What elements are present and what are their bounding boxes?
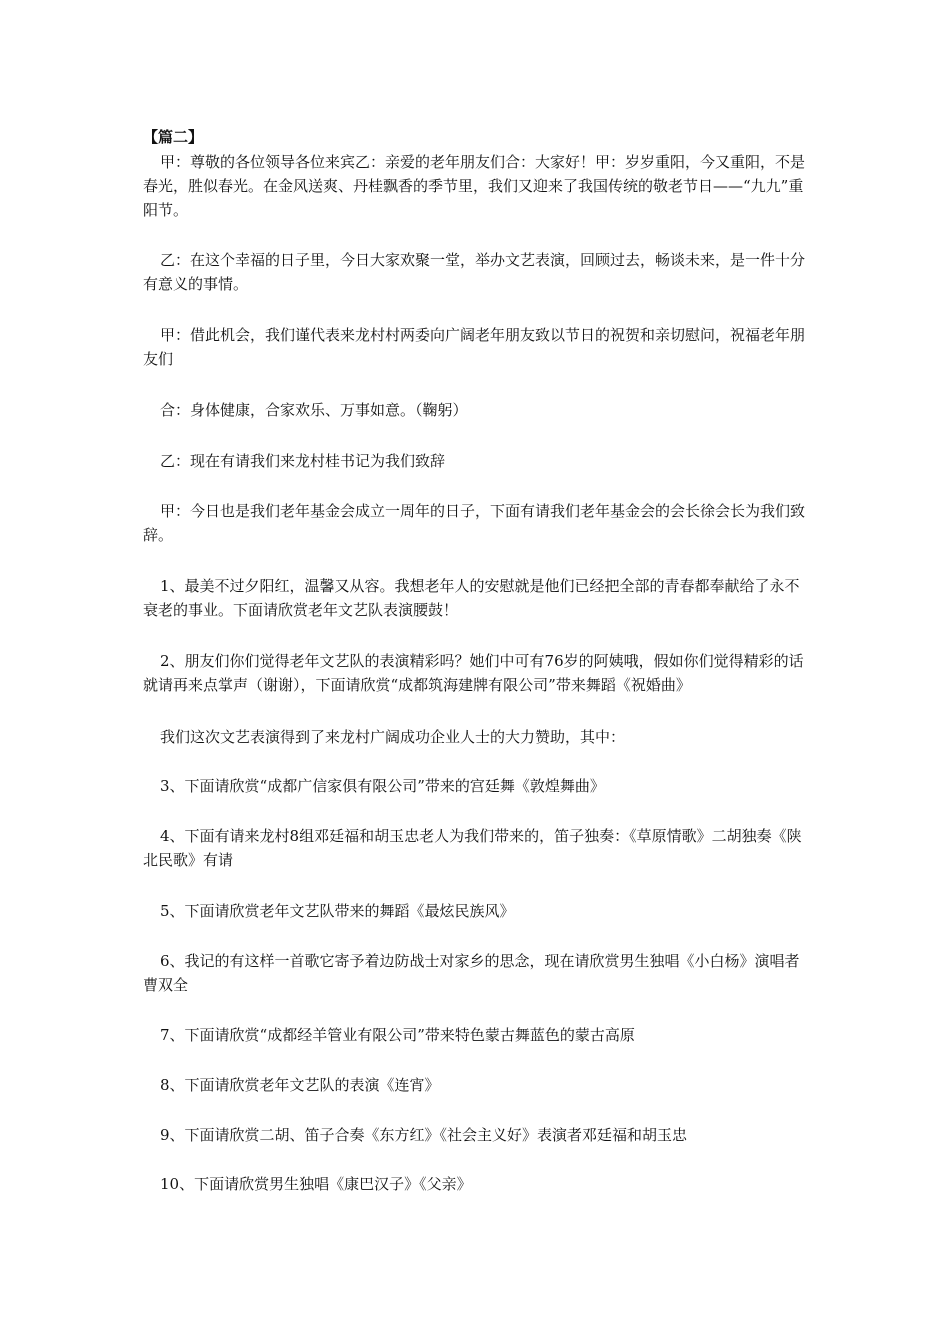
program-item-7: 7、下面请欣赏“成都经羊管业有限公司”带来特色蒙古舞蓝色的蒙古高原	[160, 1026, 635, 1044]
program-item-4: 4、下面有请来龙村8组邓廷福和胡玉忠老人为我们带来的，笛子独奏：《草原情歌》二胡独奏《陕北民歌》有请	[143, 827, 802, 869]
program-item-5: 5、下面请欣赏老年文艺队带来的舞蹈《最炫民族风》	[160, 902, 515, 920]
paragraph-he-1: 合：身体健康，合家欢乐、万事如意。（鞠躬）	[160, 401, 468, 419]
paragraph-yi-1: 乙：在这个幸福的日子里，今日大家欢聚一堂，举办文艺表演，回顾过去，畅谈未来，是一件十分有意义的事情。	[143, 251, 806, 293]
paragraph-jia-1: 甲：借此机会，我们谨代表来龙村村两委向广阔老年朋友致以节日的祝贺和亲切慰问，祝福老年朋友们	[143, 326, 806, 368]
program-item-2: 2、朋友们你们觉得老年文艺队的表演精彩吗？她们中可有76岁的阿姨哦，假如你们觉得精彩的话就请再来点掌声（谢谢），下面请欣赏“成都筑海建牌有限公司”带来舞蹈《祝婚曲》	[143, 652, 804, 694]
program-item-1: 1、最美不过夕阳红，温馨又从容。我想老年人的安慰就是他们已经把全部的青春都奉献给了永不衰老的事业。下面请欣赏老年文艺队表演腰鼓！	[143, 577, 800, 619]
program-item-10: 10、下面请欣赏男生独唱《康巴汉子》《父亲》	[160, 1175, 472, 1193]
program-item-6: 6、我记的有这样一首歌它寄予着边防战士对家乡的思念，现在请欣赏男生独唱《小白杨》演唱者曹双全	[143, 952, 800, 994]
paragraph-jia-2: 甲：今日也是我们老年基金会成立一周年的日子，下面有请我们老年基金会的会长徐会长为我们致辞。	[143, 502, 806, 544]
program-item-3: 3、下面请欣赏“成都广信家俱有限公司”带来的宫廷舞《敦煌舞曲》	[160, 777, 605, 795]
paragraph-yi-2: 乙：现在有请我们来龙村桂书记为我们致辞	[160, 452, 446, 470]
sponsor-note: 我们这次文艺表演得到了来龙村广阔成功企业人士的大力赞助，其中：	[160, 728, 626, 746]
program-item-9: 9、下面请欣赏二胡、笛子合奏《东方红》《社会主义好》表演者邓廷福和胡玉忠	[160, 1126, 688, 1144]
program-item-8: 8、下面请欣赏老年文艺队的表演《连宵》	[160, 1076, 440, 1094]
section-heading: 【篇二】	[143, 128, 204, 146]
paragraph-opening: 甲：尊敬的各位领导各位来宾乙：亲爱的老年朋友们合：大家好！甲：岁岁重阳，今又重阳，不是春光，胜似春光。在金风送爽、丹桂飘香的季节里，我们又迎来了我国传统的敬老节日——“九九”重阳节。	[143, 153, 806, 219]
